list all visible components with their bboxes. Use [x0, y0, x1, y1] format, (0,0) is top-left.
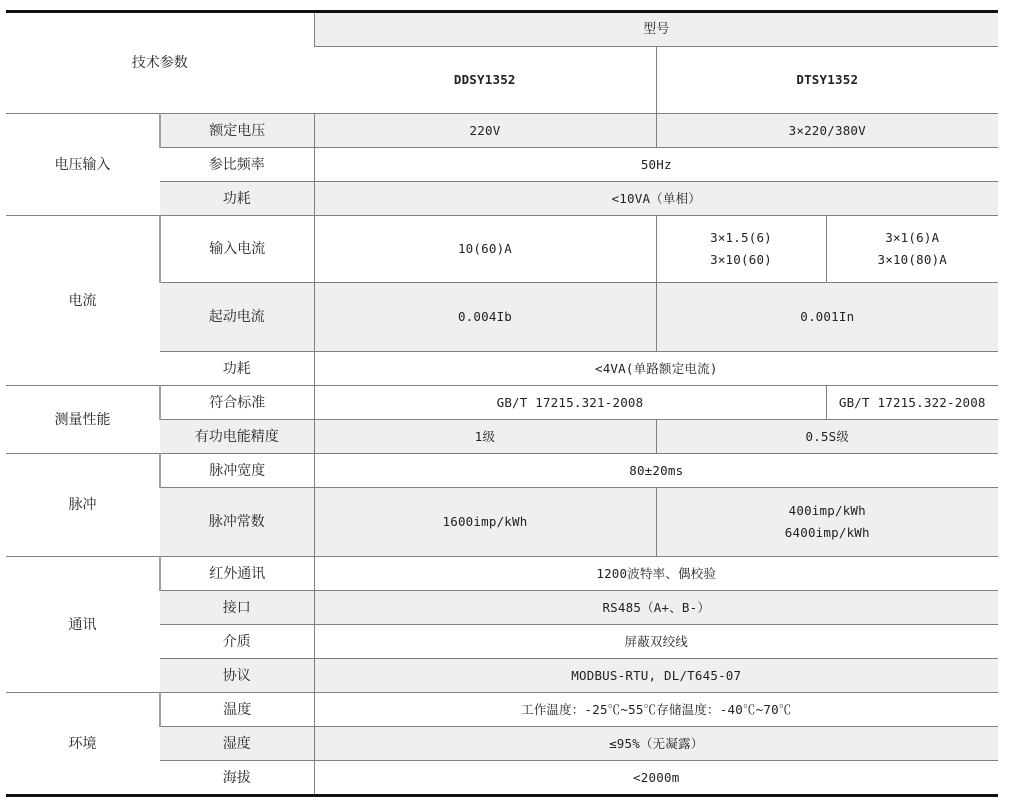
param-voltage-power: 功耗 — [160, 182, 314, 216]
param-ref-frequency: 参比频率 — [160, 148, 314, 182]
param-rated-voltage: 额定电压 — [160, 114, 314, 148]
value-current-power: <4VA(单路额定电流) — [314, 352, 998, 386]
group-voltage-input: 电压输入 — [6, 114, 160, 216]
param-infrared: 红外通讯 — [160, 557, 314, 591]
value-altitude: <2000m — [314, 761, 998, 796]
value-line: 400imp/kWh — [788, 503, 866, 518]
spec-table — [6, 10, 998, 797]
group-current: 电流 — [6, 216, 160, 386]
value-input-current-dtsy-a — [656, 216, 826, 283]
value-input-current-ddsy: 10(60)A — [314, 216, 656, 283]
param-accuracy: 有功电能精度 — [160, 420, 314, 454]
value-rated-voltage-dtsy: 3×220/380V — [656, 114, 998, 148]
model-dtsy1352: DTSY1352 — [656, 47, 998, 114]
param-current-power: 功耗 — [160, 352, 314, 386]
value-infrared: 1200波特率、偶校验 — [314, 557, 998, 591]
value-line: 3×10(80)A — [877, 252, 948, 267]
value-line: 6400imp/kWh — [784, 525, 870, 540]
param-altitude: 海拔 — [160, 761, 314, 796]
group-environment: 环境 — [6, 693, 160, 796]
value-standard-a: GB/T 17215.321-2008 — [314, 386, 826, 420]
param-start-current: 起动电流 — [160, 283, 314, 352]
param-medium: 介质 — [160, 625, 314, 659]
value-ref-frequency: 50Hz — [314, 148, 998, 182]
value-medium: 屏蔽双绞线 — [314, 625, 998, 659]
value-accuracy-ddsy: 1级 — [314, 420, 656, 454]
value-standard-b: GB/T 17215.322-2008 — [826, 386, 998, 420]
group-communication: 通讯 — [6, 557, 160, 693]
value-voltage-power: <10VA（单相） — [314, 182, 998, 216]
value-pulse-constant-ddsy: 1600imp/kWh — [314, 488, 656, 557]
model-ddsy1352: DDSY1352 — [314, 47, 656, 114]
param-input-current: 输入电流 — [160, 216, 314, 283]
param-pulse-width: 脉冲宽度 — [160, 454, 314, 488]
value-start-current-dtsy: 0.001In — [656, 283, 998, 352]
value-temperature: 工作温度：-25℃~55℃存储温度：-40℃~70℃ — [314, 693, 998, 727]
value-protocol: MODBUS-RTU, DL/T645-07 — [314, 659, 998, 693]
value-rated-voltage-ddsy: 220V — [314, 114, 656, 148]
value-pulse-width: 80±20ms — [314, 454, 998, 488]
param-protocol: 协议 — [160, 659, 314, 693]
group-measurement: 测量性能 — [6, 386, 160, 454]
value-line: 3×1(6)A — [885, 230, 940, 245]
group-pulse: 脉冲 — [6, 454, 160, 557]
param-humidity: 湿度 — [160, 727, 314, 761]
value-pulse-constant-dtsy — [656, 488, 998, 557]
value-line: 3×1.5(6) — [710, 230, 772, 245]
param-interface: 接口 — [160, 591, 314, 625]
value-humidity: ≤95%（无凝露） — [314, 727, 998, 761]
tech-params-header: 技术参数 — [6, 12, 314, 114]
param-temperature: 温度 — [160, 693, 314, 727]
value-interface: RS485（A+、B-） — [314, 591, 998, 625]
value-start-current-ddsy: 0.004Ib — [314, 283, 656, 352]
value-accuracy-dtsy: 0.5S级 — [656, 420, 998, 454]
model-header: 型号 — [314, 12, 998, 47]
param-pulse-constant: 脉冲常数 — [160, 488, 314, 557]
value-line: 3×10(60) — [710, 252, 772, 267]
param-standard: 符合标准 — [160, 386, 314, 420]
value-input-current-dtsy-b — [826, 216, 998, 283]
